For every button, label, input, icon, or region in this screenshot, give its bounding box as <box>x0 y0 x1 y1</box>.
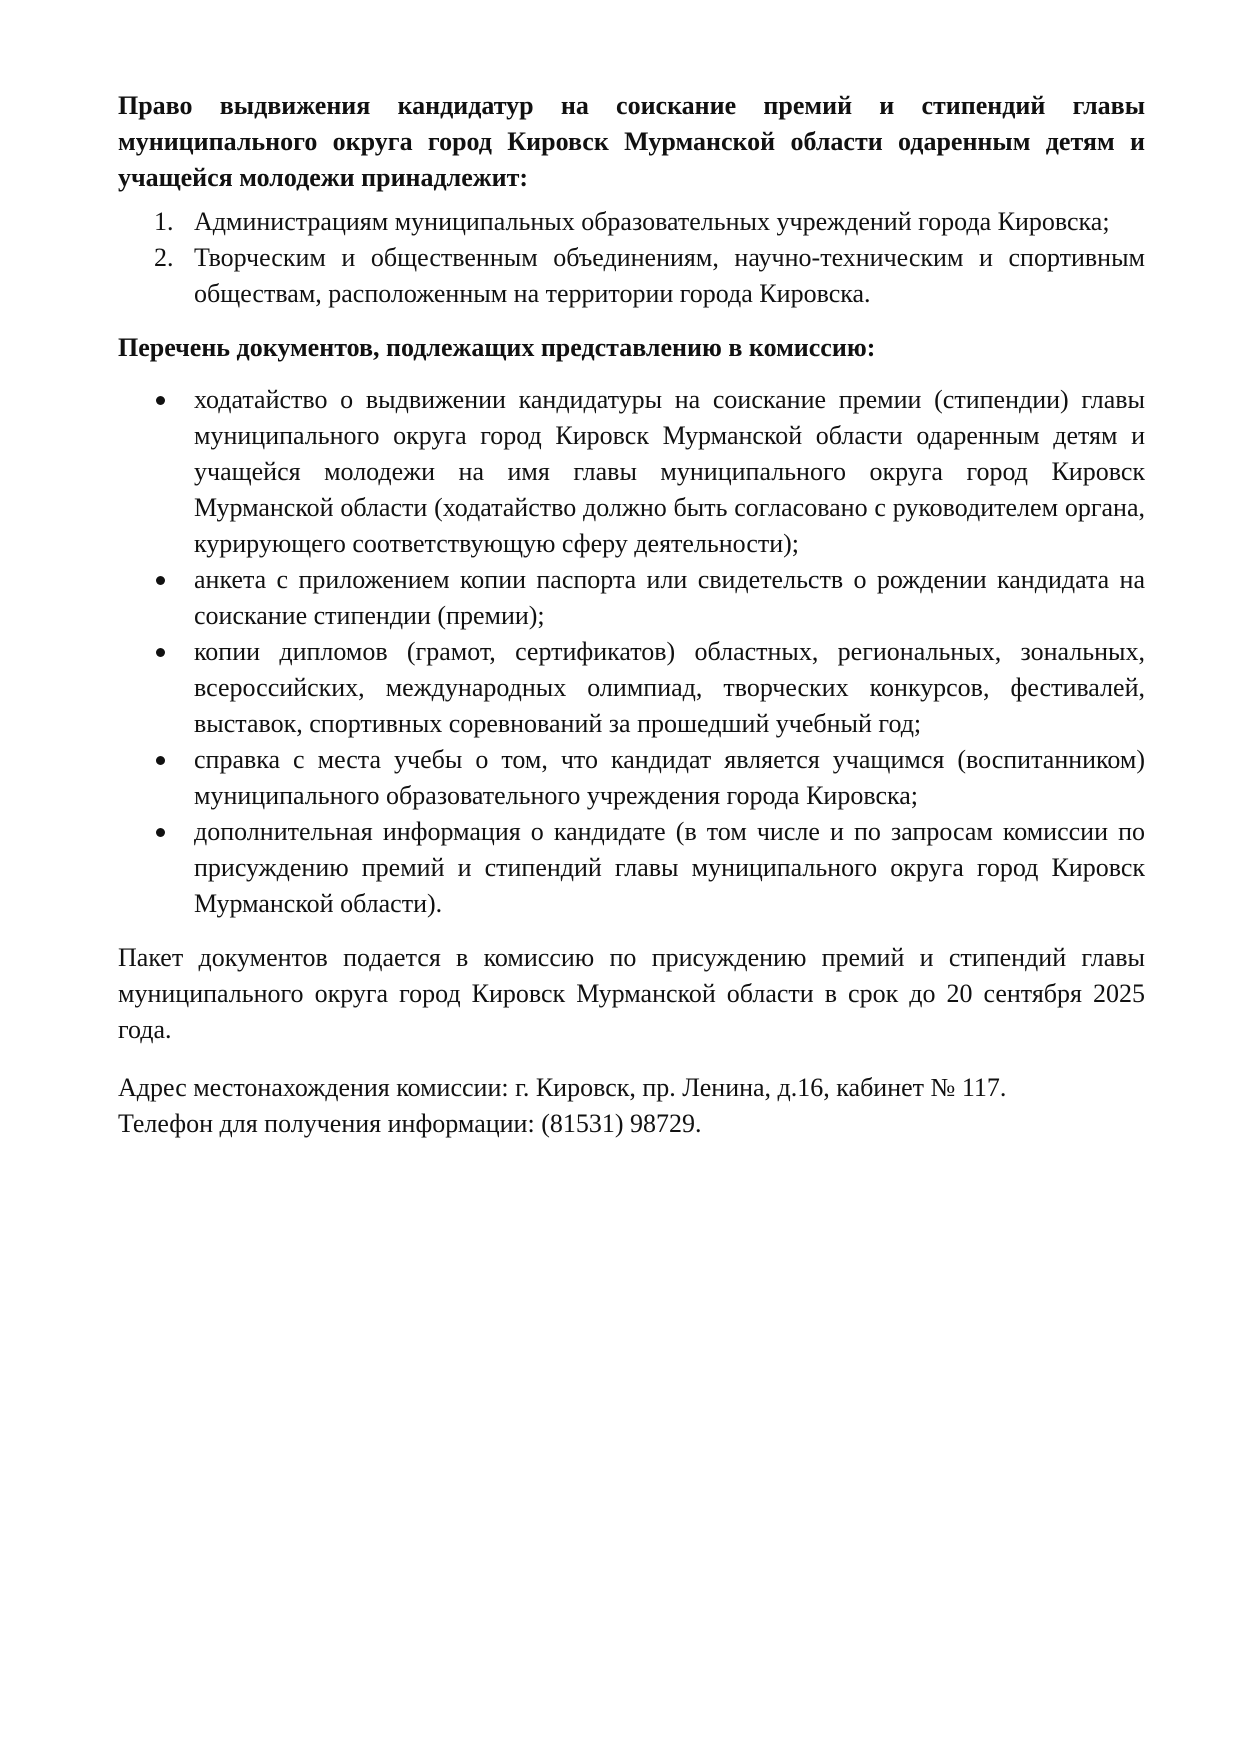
list-number: 2. <box>154 243 174 272</box>
list-number: 1. <box>154 207 174 236</box>
list-item <box>118 204 1145 240</box>
bullet-icon <box>156 828 165 837</box>
heading-documents-list: Перечень документов, подлежащих представлению в комиссию: <box>118 333 876 362</box>
document-page <box>118 88 1145 1142</box>
bullet-icon <box>156 648 165 657</box>
bullet-icon <box>156 396 165 405</box>
list-item <box>118 240 1145 312</box>
list-item <box>118 382 1145 562</box>
list-item-text: копии дипломов (грамот, сертификатов) областных, региональных, зональных, всероссийских, международных олимпиад, творческих конкурсов, фестивалей, выставок, спортивных соревнований за прошедший учебный год; <box>194 637 1145 738</box>
contact-block <box>118 1070 1145 1142</box>
documents-list <box>118 382 1145 922</box>
list-item-text: анкета с приложением копии паспорта или свидетельств о рождении кандидата на соискание стипендии (премии); <box>194 565 1145 630</box>
list-item <box>118 634 1145 742</box>
list-item-text: ходатайство о выдвижении кандидатуры на соискание премии (стипендии) главы муниципального округа город Кировск Мурманской области одаренным детям и учащейся молодежи на имя главы муниципального округа город Кировск Мурманской области (ходатайство должно быть согласовано с руководителем органа, курирующего соответствующую сферу деятельности); <box>194 385 1145 558</box>
list-item <box>118 562 1145 634</box>
list-item <box>118 814 1145 922</box>
address-line: Адрес местонахождения комиссии: г. Кировск, пр. Ленина, д.16, кабинет № 117. <box>118 1073 1007 1102</box>
heading-nomination-right: Право выдвижения кандидатур на соискание премий и стипендий главы муниципального округа город Кировск Мурманской области одаренным детям и учащейся молодежи принадлежит: <box>118 91 1145 192</box>
phone-line: Телефон для получения информации: (81531) 98729. <box>118 1109 702 1138</box>
list-item-text: Творческим и общественным объединениям, научно-техническим и спортивным обществам, расположенным на территории города Кировска. <box>194 243 1145 308</box>
list-item-text: дополнительная информация о кандидате (в том числе и по запросам комиссии по присуждению премий и стипендий главы муниципального округа город Кировск Мурманской области). <box>194 817 1145 918</box>
deadline-paragraph: Пакет документов подается в комиссию по присуждению премий и стипендий главы муниципального округа город Кировск Мурманской области в срок до 20 сентября 2025 года. <box>118 943 1145 1044</box>
list-item-text: Администрациям муниципальных образовательных учреждений города Кировска; <box>194 207 1110 236</box>
nominators-list <box>118 204 1145 312</box>
list-item-text: справка с места учебы о том, что кандидат является учащимся (воспитанником) муниципального образовательного учреждения города Кировска; <box>194 745 1145 810</box>
list-item <box>118 742 1145 814</box>
bullet-icon <box>156 576 165 585</box>
bullet-icon <box>156 756 165 765</box>
